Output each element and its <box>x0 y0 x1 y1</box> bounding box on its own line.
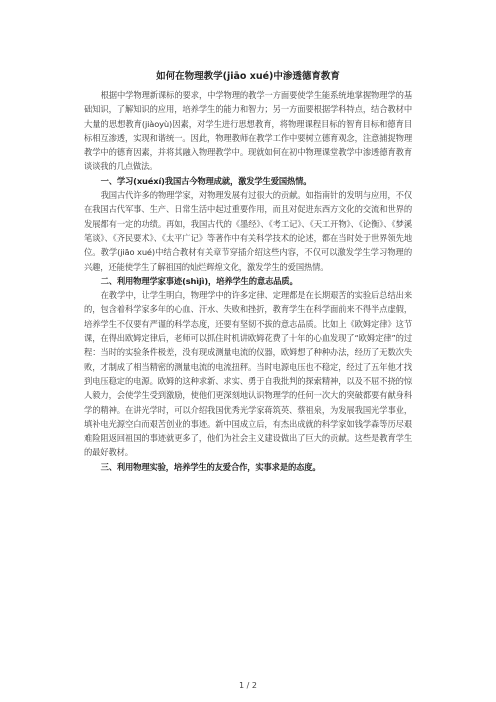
section-3 <box>84 460 412 474</box>
page-number: 1 / 2 <box>239 681 257 690</box>
section-2-paragraph: 在教学中，让学生明白，物理学中的许多定律、定理都是在长期艰苦的实验后总结出来的，包含着科学家多年的心血、汗水、失败和挫折，教育学生在科学面前来不得半点虚假，培养学生不仅要有严谨的科学态度，还要有坚韧不拔的意志品质。比如上《欧姆定律》这节课，在得出欧姆定律后，老师可以抓住时机讲欧姆花费了十年的心血发现了“欧姆定律”的过程：当时的实验条件极差，没有现成测量电流的仪器，欧姆想了种种办法，经历了无数次失败，才制成了相当精密的测量电流的电流扭秤。当时电源电压也不稳定，经过了五年他才找到电压稳定的电源。欧姆的这种求新、求实、勇于自我批判的探索精神，以及不屈不挠的惊人毅力，会使学生受到激励，使他们更深刻地认识物理学的任何一次大的突破都要有献身科学的精神。在讲光学时，可以介绍我国优秀光学家蒋筑英、蔡祖泉，为发展我国光学事业，填补电光源空白而艰苦创业的事迹。新中国成立后，有杰出成就的科学家如钱学森等历尽艰难险阻返回祖国的事迹就更多了，他们为社会主义建设做出了巨大的贡献。这些是教育学生的最好教材。 <box>84 290 412 458</box>
section-2-heading: 二、利用物理学家事迹(shìjì)，培养学生的意志品质。 <box>100 275 298 286</box>
intro-paragraph: 根据中学物理新课标的要求，中学物理的教学一方面要使学生能系统地掌握物理学的基础知识，了解知识的应用，培养学生的能力和智力；另一方面要根据学科特点，结合教材中大量的思想教育(jiàoyù)因素，对学生进行思想教育，将物理课程目标的智育目标和德育目标相互渗透，实现和谐统一。因此，物理教师在教学工作中要树立德育观念，注意捕捉物理教学中的德育因素，并将其融入物理教学中。现就如何在初中物理课堂教学中渗透德育教育谈谈我的几点做法。 <box>84 90 412 172</box>
section-2 <box>84 274 412 460</box>
section-1-heading: 一、学习(xuéxí)我国古今物理成就，激发学生爱国热情。 <box>100 175 312 186</box>
section-1-paragraph: 我国古代许多的物理学家，对物理发展有过很大的贡献。如指南针的发明与应用，不仅在我国古代军事、生产、日常生活中起过重要作用，而且对促进东西方文化的交流和世界的发展都有一定的功绩。再如，我国古代的《墨经》、《考工记》、《天工开物》、《论衡》、《梦溪笔谈》、《齐民要术》、《太平广记》等著作中有关科学技术的论述，都在当时处于世界领先地位。教学(jiāo xué)中结合教材有关章节穿插介绍这些内容，不仅可以激发学生学习物理的兴趣，还能使学生了解祖国的灿烂辉煌文化，激发学生的爱国热情。 <box>84 190 412 272</box>
document-title: 如何在物理教学(jiāo xué)中渗透德育教育 <box>156 71 340 82</box>
section-3-heading: 三、利用物理实验，培养学生的友爱合作，实事求是的态度。 <box>100 461 321 472</box>
section-1 <box>84 174 412 274</box>
